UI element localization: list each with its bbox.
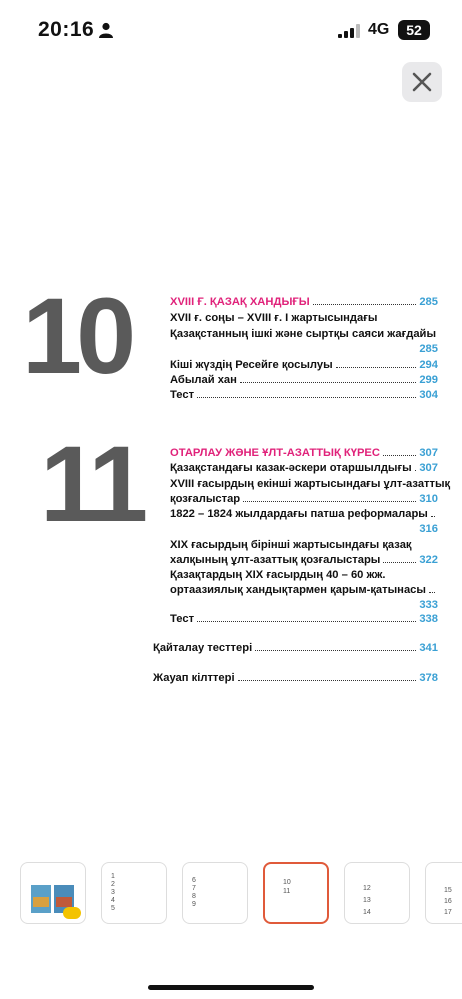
thumbnail-content: 12 13 14 xyxy=(363,885,371,916)
toc-entry-line: XVII ғ. соңы – XVIII ғ. I жартысындағы xyxy=(170,312,378,324)
book-cover-image xyxy=(56,897,72,907)
thumbnail-content: 15 16 17 xyxy=(444,887,452,916)
toc-entry[interactable]: ортаазиялық хандықтармен қарым-қатынасы xyxy=(170,584,438,596)
page-thumbnail[interactable] xyxy=(344,862,410,924)
toc-entry-line: XIX ғасырдың бірінші жартысындағы қазақ xyxy=(170,539,412,551)
page-thumbnail[interactable] xyxy=(101,862,167,924)
page-thumbnail[interactable] xyxy=(425,862,462,924)
toc-entry[interactable]: халқының ұлт-азаттық қозғалыстары 322 xyxy=(170,554,438,566)
page-thumbnail[interactable] xyxy=(182,862,248,924)
toc-entry-review-tests[interactable]: Қайталау тесттері 341 xyxy=(153,642,438,654)
page-thumbnail-cover[interactable] xyxy=(20,862,86,924)
person-icon xyxy=(98,22,114,38)
badge xyxy=(63,907,81,919)
thumbnail-content: 6 7 8 9 xyxy=(192,877,196,908)
toc-entry[interactable]: 1822 – 1824 жылдардағы патша реформалары xyxy=(170,508,438,520)
toc-entry-title[interactable]: XVIII Ғ. ҚАЗАҚ ХАНДЫҒЫ 285 xyxy=(170,296,438,308)
toc-entry-line: Қазақтардың XIX ғасырдың 40 – 60 жж. xyxy=(170,569,386,581)
network-type: 4G xyxy=(368,21,390,38)
chapter-number-11: 11 xyxy=(40,423,143,544)
close-button[interactable] xyxy=(402,62,442,102)
thumbnail-content: 10 11 xyxy=(283,879,291,895)
close-icon xyxy=(412,72,432,92)
section-11-toc xyxy=(170,447,451,627)
status-time: 20:16 xyxy=(38,18,95,41)
toc-page-number: 285 xyxy=(419,343,438,355)
extra-toc xyxy=(153,642,438,702)
cellular-signal-icon xyxy=(338,24,360,38)
section-10-toc xyxy=(170,296,438,406)
toc-entry[interactable]: Тест 338 xyxy=(170,613,438,625)
toc-entry[interactable]: Қазақстанның ішкі және сыртқы саяси жағдайы xyxy=(170,328,436,340)
page-thumbnail-strip xyxy=(0,862,462,932)
toc-entry[interactable]: Тест 304 xyxy=(170,389,438,401)
status-bar xyxy=(0,0,462,60)
toc-entry[interactable]: қозғалыстар 310 xyxy=(170,493,438,505)
toc-entry-title[interactable]: ОТАРЛАУ ЖӘНЕ ҰЛТ-АЗАТТЫҚ КҮРЕС 307 xyxy=(170,447,438,459)
toc-entry-answer-keys[interactable]: Жауап кілттері 378 xyxy=(153,672,438,684)
book-cover-image xyxy=(33,897,49,907)
toc-entry-line: XVIII ғасырдың екінші жартысындағы ұлт-азаттық xyxy=(170,478,451,490)
battery-indicator: 52 xyxy=(398,20,430,40)
page-thumbnail-selected[interactable] xyxy=(263,862,329,924)
thumbnail-content: 1 2 3 4 5 xyxy=(111,873,115,912)
toc-entry[interactable]: Кіші жүздің Ресейге қосылуы 294 xyxy=(170,359,438,371)
toc-entry[interactable]: Абылай хан 299 xyxy=(170,374,438,386)
home-indicator[interactable] xyxy=(148,985,314,990)
toc-page-number: 316 xyxy=(419,523,438,535)
toc-page-number: 333 xyxy=(419,599,438,611)
toc-entry[interactable]: Қазақстандағы казак-әскери отаршылдығы 307 xyxy=(170,462,438,474)
chapter-number-10: 10 xyxy=(22,275,131,396)
